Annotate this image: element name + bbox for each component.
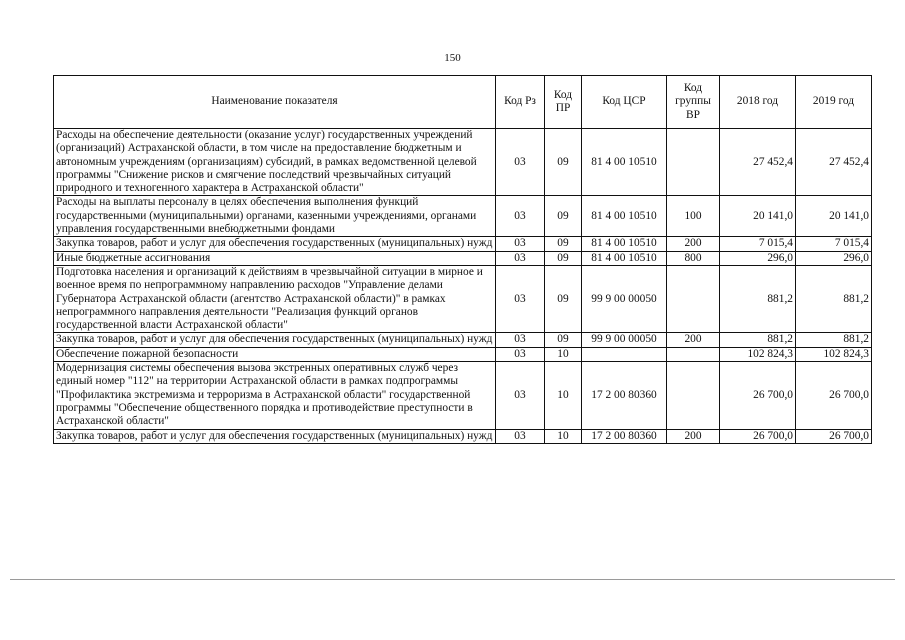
cell-rz: 03	[496, 333, 545, 347]
table-row	[54, 333, 872, 347]
cell-2019: 296,0	[796, 251, 872, 265]
cell-name: Модернизация системы обеспечения вызова экстренных оперативных служб через единый номер "112" на территории Астраханской области в рамках подпрограммы "Профилактика экстремизма и терроризма в Астраханской области" государственной программы "Обеспечение общественного порядка и противодействие преступности в Астраханской области"	[54, 362, 496, 429]
cell-name: Расходы на обеспечение деятельности (оказание услуг) государственных учреждений (организаций) Астраханской области, в том числе на предоставление бюджетным и автономным учреждениям (организациям) субсидий, в рамках ведомственной целевой программы "Снижение рисков и смягчение последствий чрезвычайных ситуаций природного и техногенного характера в Астраханской области"	[54, 129, 496, 196]
footer-divider	[10, 579, 895, 580]
cell-rz: 03	[496, 129, 545, 196]
cell-pr: 09	[545, 196, 582, 237]
table-row	[54, 251, 872, 265]
cell-2019: 26 700,0	[796, 362, 872, 429]
cell-pr: 10	[545, 362, 582, 429]
header-vr: Код группы ВР	[667, 76, 720, 129]
cell-csr: 81 4 00 10510	[582, 196, 667, 237]
cell-2018: 881,2	[720, 333, 796, 347]
cell-rz: 03	[496, 251, 545, 265]
cell-name: Закупка товаров, работ и услуг для обеспечения государственных (муниципальных) нужд	[54, 237, 496, 251]
cell-name: Обеспечение пожарной безопасности	[54, 347, 496, 361]
table-row	[54, 347, 872, 361]
cell-2019: 881,2	[796, 333, 872, 347]
cell-csr: 81 4 00 10510	[582, 251, 667, 265]
cell-pr: 09	[545, 129, 582, 196]
table-row	[54, 196, 872, 237]
cell-2019: 26 700,0	[796, 429, 872, 443]
cell-pr: 10	[545, 429, 582, 443]
cell-rz: 03	[496, 362, 545, 429]
cell-name: Закупка товаров, работ и услуг для обеспечения государственных (муниципальных) нужд	[54, 333, 496, 347]
cell-2018: 881,2	[720, 265, 796, 332]
cell-csr: 81 4 00 10510	[582, 237, 667, 251]
cell-vr: 200	[667, 237, 720, 251]
cell-2019: 20 141,0	[796, 196, 872, 237]
header-pr: Код ПР	[545, 76, 582, 129]
cell-2018: 26 700,0	[720, 429, 796, 443]
header-2018: 2018 год	[720, 76, 796, 129]
cell-pr: 09	[545, 237, 582, 251]
cell-pr: 10	[545, 347, 582, 361]
header-csr: Код ЦСР	[582, 76, 667, 129]
cell-rz: 03	[496, 265, 545, 332]
cell-vr: 100	[667, 196, 720, 237]
cell-rz: 03	[496, 196, 545, 237]
cell-name: Иные бюджетные ассигнования	[54, 251, 496, 265]
cell-csr: 17 2 00 80360	[582, 362, 667, 429]
cell-2018: 296,0	[720, 251, 796, 265]
cell-csr: 99 9 00 00050	[582, 333, 667, 347]
cell-pr: 09	[545, 333, 582, 347]
cell-vr	[667, 129, 720, 196]
cell-2018: 102 824,3	[720, 347, 796, 361]
cell-rz: 03	[496, 347, 545, 361]
table-row	[54, 237, 872, 251]
cell-vr	[667, 265, 720, 332]
page-number: 150	[444, 52, 461, 64]
cell-vr: 200	[667, 429, 720, 443]
cell-2019: 881,2	[796, 265, 872, 332]
cell-csr: 17 2 00 80360	[582, 429, 667, 443]
cell-name: Расходы на выплаты персоналу в целях обеспечения выполнения функций государственными (муниципальными) органами, казенными учреждениями, органами управления государственными внебюджетными фондами	[54, 196, 496, 237]
table-row	[54, 265, 872, 332]
cell-csr: 99 9 00 00050	[582, 265, 667, 332]
cell-2019: 7 015,4	[796, 237, 872, 251]
cell-2018: 26 700,0	[720, 362, 796, 429]
cell-csr: 81 4 00 10510	[582, 129, 667, 196]
cell-2019: 102 824,3	[796, 347, 872, 361]
header-rz: Код Рз	[496, 76, 545, 129]
table-row	[54, 429, 872, 443]
cell-2018: 20 141,0	[720, 196, 796, 237]
cell-2018: 7 015,4	[720, 237, 796, 251]
cell-csr	[582, 347, 667, 361]
cell-rz: 03	[496, 237, 545, 251]
cell-vr: 800	[667, 251, 720, 265]
header-name: Наименование показателя	[54, 76, 496, 129]
cell-pr: 09	[545, 265, 582, 332]
cell-rz: 03	[496, 429, 545, 443]
cell-2019: 27 452,4	[796, 129, 872, 196]
header-2019: 2019 год	[796, 76, 872, 129]
table-header-row	[54, 76, 872, 129]
cell-vr	[667, 347, 720, 361]
table-row	[54, 362, 872, 429]
table-row	[54, 129, 872, 196]
budget-table	[53, 75, 872, 444]
cell-pr: 09	[545, 251, 582, 265]
cell-2018: 27 452,4	[720, 129, 796, 196]
cell-vr	[667, 362, 720, 429]
cell-name: Подготовка населения и организаций к действиям в чрезвычайной ситуации в мирное и военное время по непрограммному направлению расходов "Управление делами Губернатора Астраханской области (агентство Астраханской области)" в рамках непрограммного направления деятельности "Реализация функций органов государственной власти Астраханской области"	[54, 265, 496, 332]
cell-vr: 200	[667, 333, 720, 347]
cell-name: Закупка товаров, работ и услуг для обеспечения государственных (муниципальных) нужд	[54, 429, 496, 443]
